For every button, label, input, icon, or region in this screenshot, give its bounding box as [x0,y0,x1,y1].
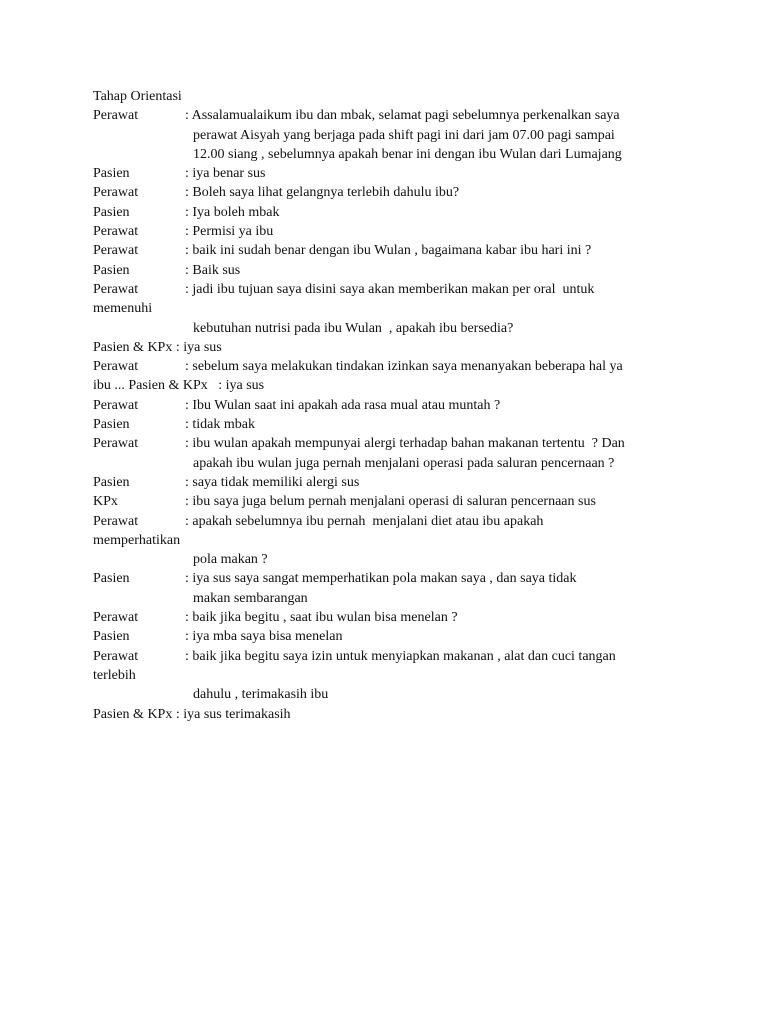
utterance-text: : ibu wulan apakah mempunyai alergi terhadap bahan makanan tertentu ? Dan [185,436,625,452]
utterance-text: : iya benar sus [185,166,266,182]
utterance-text: : tidak mbak [185,417,255,433]
speaker-label: Perawat [93,108,139,124]
dialogue-line [93,569,693,588]
dialogue-line [93,705,693,724]
utterance-text: terlebih [93,667,136,683]
dialogue-line [93,396,693,415]
utterance-text: : apakah sebelumnya ibu pernah menjalani diet atau ibu apakah [185,513,544,529]
speaker-label: Perawat [93,185,139,201]
dialogue-line [93,666,693,685]
dialogue-continuation [93,685,693,704]
utterance-text: : Boleh saya lihat gelangnya terlebih dahulu ibu? [185,185,460,201]
utterance-text: memperhatikan [93,532,181,548]
section-heading: Tahap Orientasi [93,89,182,104]
dialogue-continuation [93,126,693,145]
dialogue-line [93,531,693,550]
utterance-text: apakah ibu wulan juga pernah menjalani operasi pada saluran pencernaan ? [193,455,615,471]
speaker-label: Pasien [93,417,130,433]
utterance-text: : saya tidak memiliki alergi sus [185,474,360,490]
speaker-label: Pasien [93,166,130,182]
dialogue-line [93,647,693,666]
dialogue-line [93,376,693,395]
dialogue-continuation [93,319,693,338]
dialogue-line [93,357,693,376]
speaker-label: Perawat [93,513,139,529]
speaker-label: Perawat [93,359,139,375]
speaker-label: Perawat [93,243,139,259]
speaker-label: Perawat [93,397,139,413]
dialogue-line [93,627,693,646]
utterance-text: memenuhi [93,301,153,317]
speaker-label: Perawat [93,281,139,297]
dialogue-line [93,415,693,434]
speaker-label: Perawat [93,648,139,664]
dialogue-line [93,608,693,627]
utterance-text: pola makan ? [193,552,268,568]
utterance-text: perawat Aisyah yang berjaga pada shift pagi ini dari jam 07.00 pagi sampai [193,127,615,143]
utterance-text: : iya sus saya sangat memperhatikan pola makan saya , dan saya tidak [185,571,577,587]
dialogue-continuation [93,589,693,608]
speaker-label: Pasien [93,571,130,587]
speaker-label: KPx [93,494,118,510]
dialogue-line [93,261,693,280]
utterance-text: ibu ... Pasien & KPx : iya sus [93,378,265,394]
utterance-text: : baik jika begitu saya izin untuk menyiapkan makanan , alat dan cuci tangan [185,648,616,664]
utterance-text: : Iya boleh mbak [185,204,280,220]
dialogue-line [93,164,693,183]
utterance-text: kebutuhan nutrisi pada ibu Wulan , apakah ibu bersedia? [193,320,514,336]
dialogue-line [93,473,693,492]
dialogue-continuation [93,454,693,473]
dialogue-line [93,338,693,357]
dialogue-line [93,241,693,260]
dialogue-line [93,299,693,318]
utterance-text: 12.00 siang , sebelumnya apakah benar ini dengan ibu Wulan dari Lumajang [193,146,622,162]
utterance-text: : Ibu Wulan saat ini apakah ada rasa mual atau muntah ? [185,397,501,413]
speaker-label: Pasien [93,262,130,278]
utterance-text: : sebelum saya melakukan tindakan izinkan saya menanyakan beberapa hal ya [185,359,623,375]
dialogue-line [93,106,693,125]
utterance-text: : ibu saya juga belum pernah menjalani operasi di saluran pencernaan sus [185,494,596,510]
utterance-text: Pasien & KPx : iya sus [93,339,222,355]
speaker-label: Pasien [93,474,130,490]
dialogue-line [93,434,693,453]
dialogue [93,106,693,724]
utterance-text: dahulu , terimakasih ibu [193,687,329,703]
utterance-text: : jadi ibu tujuan saya disini saya akan memberikan makan per oral untuk [185,281,595,297]
dialogue-line [93,280,693,299]
dialogue-line [93,203,693,222]
utterance-text: : baik jika begitu , saat ibu wulan bisa menelan ? [185,610,458,626]
utterance-text: : Permisi ya ibu [185,224,274,240]
speaker-label: Perawat [93,436,139,452]
speaker-label: Pasien [93,629,130,645]
utterance-text: : iya mba saya bisa menelan [185,629,343,645]
speaker-label: Pasien [93,204,130,220]
dialogue-continuation [93,145,693,164]
utterance-text: : Baik sus [185,262,241,278]
dialogue-line [93,512,693,531]
utterance-text: : Assalamualaikum ibu dan mbak, selamat pagi sebelumnya perkenalkan saya [185,108,620,124]
document-body [93,87,693,724]
speaker-label: Perawat [93,610,139,626]
dialogue-line [93,183,693,202]
speaker-label: Perawat [93,224,139,240]
utterance-text: makan sembarangan [193,590,308,606]
dialogue-line [93,492,693,511]
utterance-text: Pasien & KPx : iya sus terimakasih [93,706,291,722]
utterance-text: : baik ini sudah benar dengan ibu Wulan , bagaimana kabar ibu hari ini ? [185,243,592,259]
dialogue-line [93,222,693,241]
dialogue-continuation [93,550,693,569]
